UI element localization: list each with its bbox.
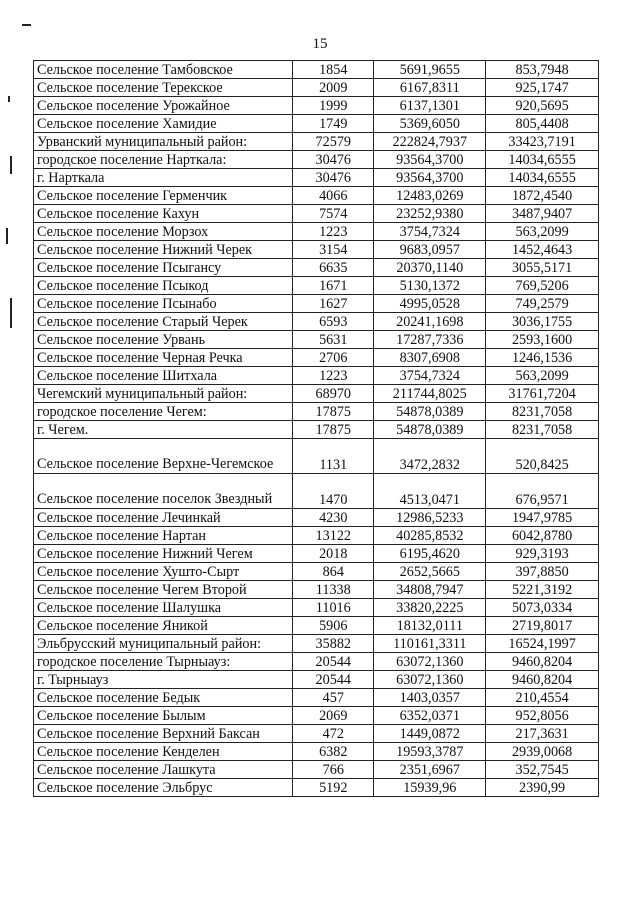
table-row — [34, 743, 599, 761]
table-row — [34, 635, 599, 653]
row-amount-cell: 6167,8311 — [374, 79, 486, 97]
row-name-cell: Сельское поселение Кенделен — [34, 743, 293, 761]
row-count-cell: 2706 — [293, 349, 374, 367]
row-count-cell: 6635 — [293, 259, 374, 277]
table-row — [34, 133, 599, 151]
row-name-cell: Сельское поселение Псыкод — [34, 277, 293, 295]
row-count-cell: 766 — [293, 761, 374, 779]
row-count-cell: 1671 — [293, 277, 374, 295]
row-share-cell: 2390,99 — [486, 779, 599, 797]
row-share-cell: 749,2579 — [486, 295, 599, 313]
row-share-cell: 805,4408 — [486, 115, 599, 133]
row-share-cell: 352,7545 — [486, 761, 599, 779]
table-row — [34, 761, 599, 779]
row-count-cell: 17875 — [293, 421, 374, 439]
row-amount-cell: 6195,4620 — [374, 545, 486, 563]
table-row — [34, 61, 599, 79]
row-name-cell: г. Чегем. — [34, 421, 293, 439]
row-amount-cell: 15939,96 — [374, 779, 486, 797]
row-count-cell: 20544 — [293, 671, 374, 689]
row-share-cell: 925,1747 — [486, 79, 599, 97]
row-amount-cell: 5369,6050 — [374, 115, 486, 133]
table-row — [34, 79, 599, 97]
row-amount-cell: 19593,3787 — [374, 743, 486, 761]
row-name-cell: Сельское поселение Урожайное — [34, 97, 293, 115]
table-row — [34, 581, 599, 599]
row-count-cell: 5192 — [293, 779, 374, 797]
row-share-cell: 217,3631 — [486, 725, 599, 743]
row-count-cell: 1854 — [293, 61, 374, 79]
row-count-cell: 1131 — [293, 439, 374, 474]
table-row — [34, 439, 599, 474]
row-count-cell: 7574 — [293, 205, 374, 223]
row-amount-cell: 3754,7324 — [374, 367, 486, 385]
table-row — [34, 474, 599, 509]
row-share-cell: 5073,0334 — [486, 599, 599, 617]
row-name-cell: Сельское поселение Верхне-Чегемское — [34, 439, 293, 474]
table-row — [34, 259, 599, 277]
row-name-cell: Сельское поселение Тамбовское — [34, 61, 293, 79]
table-row — [34, 509, 599, 527]
row-name-cell: Сельское поселение Черная Речка — [34, 349, 293, 367]
table-row — [34, 205, 599, 223]
row-amount-cell: 6352,0371 — [374, 707, 486, 725]
row-count-cell: 35882 — [293, 635, 374, 653]
table-row — [34, 223, 599, 241]
row-name-cell: городское поселение Тырныауз: — [34, 653, 293, 671]
table-row — [34, 331, 599, 349]
row-amount-cell: 12483,0269 — [374, 187, 486, 205]
row-share-cell: 1872,4540 — [486, 187, 599, 205]
row-share-cell: 563,2099 — [486, 223, 599, 241]
row-amount-cell: 93564,3700 — [374, 151, 486, 169]
table-row — [34, 599, 599, 617]
row-count-cell: 2009 — [293, 79, 374, 97]
table-row — [34, 421, 599, 439]
row-name-cell: г. Тырныауз — [34, 671, 293, 689]
table-row — [34, 403, 599, 421]
row-share-cell: 1246,1536 — [486, 349, 599, 367]
row-count-cell: 1470 — [293, 474, 374, 509]
row-amount-cell: 20241,1698 — [374, 313, 486, 331]
row-share-cell: 2939,0068 — [486, 743, 599, 761]
row-name-cell: Сельское поселение Верхний Баксан — [34, 725, 293, 743]
row-amount-cell: 3754,7324 — [374, 223, 486, 241]
row-count-cell: 30476 — [293, 169, 374, 187]
row-name-cell: Эльбрусский муниципальный район: — [34, 635, 293, 653]
table-row — [34, 295, 599, 313]
row-name-cell: Чегемский муниципальный район: — [34, 385, 293, 403]
row-name-cell: Сельское поселение Былым — [34, 707, 293, 725]
data-table — [33, 60, 599, 797]
table-row — [34, 277, 599, 295]
row-name-cell: Сельское поселение Шалушка — [34, 599, 293, 617]
row-share-cell: 5221,3192 — [486, 581, 599, 599]
row-name-cell: Сельское поселение Кахун — [34, 205, 293, 223]
row-share-cell: 9460,8204 — [486, 653, 599, 671]
row-share-cell: 2719,8017 — [486, 617, 599, 635]
row-name-cell: Сельское поселение Псынабо — [34, 295, 293, 313]
row-share-cell: 769,5206 — [486, 277, 599, 295]
row-count-cell: 4066 — [293, 187, 374, 205]
row-count-cell: 2069 — [293, 707, 374, 725]
row-name-cell: Сельское поселение поселок Звездный — [34, 474, 293, 509]
row-name-cell: Сельское поселение Псыгансу — [34, 259, 293, 277]
row-name-cell: Сельское поселение Хамидие — [34, 115, 293, 133]
row-amount-cell: 2652,5665 — [374, 563, 486, 581]
row-share-cell: 9460,8204 — [486, 671, 599, 689]
row-amount-cell: 33820,2225 — [374, 599, 486, 617]
table-row — [34, 313, 599, 331]
row-amount-cell: 1403,0357 — [374, 689, 486, 707]
table-row — [34, 169, 599, 187]
row-amount-cell: 222824,7937 — [374, 133, 486, 151]
scan-mark — [8, 96, 10, 102]
row-count-cell: 1223 — [293, 223, 374, 241]
row-count-cell: 3154 — [293, 241, 374, 259]
row-count-cell: 1999 — [293, 97, 374, 115]
row-amount-cell: 5130,1372 — [374, 277, 486, 295]
row-count-cell: 1223 — [293, 367, 374, 385]
row-count-cell: 13122 — [293, 527, 374, 545]
row-name-cell: Сельское поселение Лечинкай — [34, 509, 293, 527]
table-row — [34, 779, 599, 797]
row-name-cell: городское поселение Чегем: — [34, 403, 293, 421]
row-name-cell: городское поселение Нарткала: — [34, 151, 293, 169]
row-count-cell: 17875 — [293, 403, 374, 421]
row-amount-cell: 63072,1360 — [374, 653, 486, 671]
row-count-cell: 11338 — [293, 581, 374, 599]
row-name-cell: Сельское поселение Чегем Второй — [34, 581, 293, 599]
table-row — [34, 653, 599, 671]
scan-mark — [10, 156, 12, 174]
row-name-cell: Сельское поселение Старый Черек — [34, 313, 293, 331]
table-row — [34, 707, 599, 725]
row-count-cell: 11016 — [293, 599, 374, 617]
row-count-cell: 68970 — [293, 385, 374, 403]
row-amount-cell: 5691,9655 — [374, 61, 486, 79]
row-count-cell: 4230 — [293, 509, 374, 527]
row-amount-cell: 23252,9380 — [374, 205, 486, 223]
table-row — [34, 545, 599, 563]
row-amount-cell: 211744,8025 — [374, 385, 486, 403]
row-name-cell: Сельское поселение Лашкута — [34, 761, 293, 779]
row-share-cell: 8231,7058 — [486, 403, 599, 421]
row-share-cell: 1947,9785 — [486, 509, 599, 527]
scan-mark — [6, 228, 8, 244]
row-count-cell: 2018 — [293, 545, 374, 563]
row-amount-cell: 12986,5233 — [374, 509, 486, 527]
row-count-cell: 72579 — [293, 133, 374, 151]
table-row — [34, 241, 599, 259]
row-amount-cell: 18132,0111 — [374, 617, 486, 635]
row-share-cell: 14034,6555 — [486, 151, 599, 169]
table-row — [34, 187, 599, 205]
row-share-cell: 31761,7204 — [486, 385, 599, 403]
row-count-cell: 6382 — [293, 743, 374, 761]
row-share-cell: 520,8425 — [486, 439, 599, 474]
row-name-cell: Сельское поселение Урвань — [34, 331, 293, 349]
row-count-cell: 472 — [293, 725, 374, 743]
table-row — [34, 617, 599, 635]
row-name-cell: Сельское поселение Терекское — [34, 79, 293, 97]
row-share-cell: 16524,1997 — [486, 635, 599, 653]
row-amount-cell: 8307,6908 — [374, 349, 486, 367]
row-name-cell: г. Нарткала — [34, 169, 293, 187]
row-name-cell: Урванский муниципальный район: — [34, 133, 293, 151]
row-name-cell: Сельское поселение Шитхала — [34, 367, 293, 385]
row-name-cell: Сельское поселение Нижний Чегем — [34, 545, 293, 563]
scan-mark — [22, 24, 31, 26]
row-name-cell: Сельское поселение Морзох — [34, 223, 293, 241]
row-name-cell: Сельское поселение Хушто-Сырт — [34, 563, 293, 581]
row-amount-cell: 54878,0389 — [374, 421, 486, 439]
row-share-cell: 210,4554 — [486, 689, 599, 707]
row-amount-cell: 20370,1140 — [374, 259, 486, 277]
table-row — [34, 563, 599, 581]
row-share-cell: 3036,1755 — [486, 313, 599, 331]
table-row — [34, 115, 599, 133]
row-name-cell: Сельское поселение Герменчик — [34, 187, 293, 205]
row-amount-cell: 40285,8532 — [374, 527, 486, 545]
row-count-cell: 5631 — [293, 331, 374, 349]
table-body — [34, 61, 599, 797]
row-amount-cell: 63072,1360 — [374, 671, 486, 689]
row-count-cell: 457 — [293, 689, 374, 707]
scan-mark — [10, 298, 12, 328]
page-number: 15 — [312, 36, 328, 52]
row-name-cell: Сельское поселение Бедык — [34, 689, 293, 707]
row-share-cell: 33423,7191 — [486, 133, 599, 151]
row-share-cell: 2593,1600 — [486, 331, 599, 349]
row-name-cell: Сельское поселение Нижний Черек — [34, 241, 293, 259]
row-count-cell: 20544 — [293, 653, 374, 671]
row-count-cell: 5906 — [293, 617, 374, 635]
row-count-cell: 6593 — [293, 313, 374, 331]
row-amount-cell: 3472,2832 — [374, 439, 486, 474]
row-amount-cell: 17287,7336 — [374, 331, 486, 349]
row-amount-cell: 4995,0528 — [374, 295, 486, 313]
table-row — [34, 97, 599, 115]
row-amount-cell: 34808,7947 — [374, 581, 486, 599]
row-count-cell: 1627 — [293, 295, 374, 313]
table-row — [34, 367, 599, 385]
row-share-cell: 920,5695 — [486, 97, 599, 115]
row-share-cell: 8231,7058 — [486, 421, 599, 439]
table-row — [34, 385, 599, 403]
row-name-cell: Сельское поселение Эльбрус — [34, 779, 293, 797]
table-row — [34, 527, 599, 545]
row-name-cell: Сельское поселение Яникой — [34, 617, 293, 635]
row-share-cell: 853,7948 — [486, 61, 599, 79]
row-share-cell: 676,9571 — [486, 474, 599, 509]
row-share-cell: 563,2099 — [486, 367, 599, 385]
row-share-cell: 3055,5171 — [486, 259, 599, 277]
row-count-cell: 864 — [293, 563, 374, 581]
row-amount-cell: 9683,0957 — [374, 241, 486, 259]
row-amount-cell: 54878,0389 — [374, 403, 486, 421]
table-row — [34, 349, 599, 367]
table-row — [34, 151, 599, 169]
table-row — [34, 689, 599, 707]
row-amount-cell: 110161,3311 — [374, 635, 486, 653]
row-count-cell: 1749 — [293, 115, 374, 133]
table-row — [34, 671, 599, 689]
row-amount-cell: 4513,0471 — [374, 474, 486, 509]
row-share-cell: 929,3193 — [486, 545, 599, 563]
row-share-cell: 1452,4643 — [486, 241, 599, 259]
row-share-cell: 397,8850 — [486, 563, 599, 581]
row-name-cell: Сельское поселение Нартан — [34, 527, 293, 545]
row-amount-cell: 93564,3700 — [374, 169, 486, 187]
table-row — [34, 725, 599, 743]
row-amount-cell: 1449,0872 — [374, 725, 486, 743]
row-amount-cell: 2351,6967 — [374, 761, 486, 779]
row-amount-cell: 6137,1301 — [374, 97, 486, 115]
row-share-cell: 14034,6555 — [486, 169, 599, 187]
row-count-cell: 30476 — [293, 151, 374, 169]
row-share-cell: 952,8056 — [486, 707, 599, 725]
row-share-cell: 6042,8780 — [486, 527, 599, 545]
row-share-cell: 3487,9407 — [486, 205, 599, 223]
